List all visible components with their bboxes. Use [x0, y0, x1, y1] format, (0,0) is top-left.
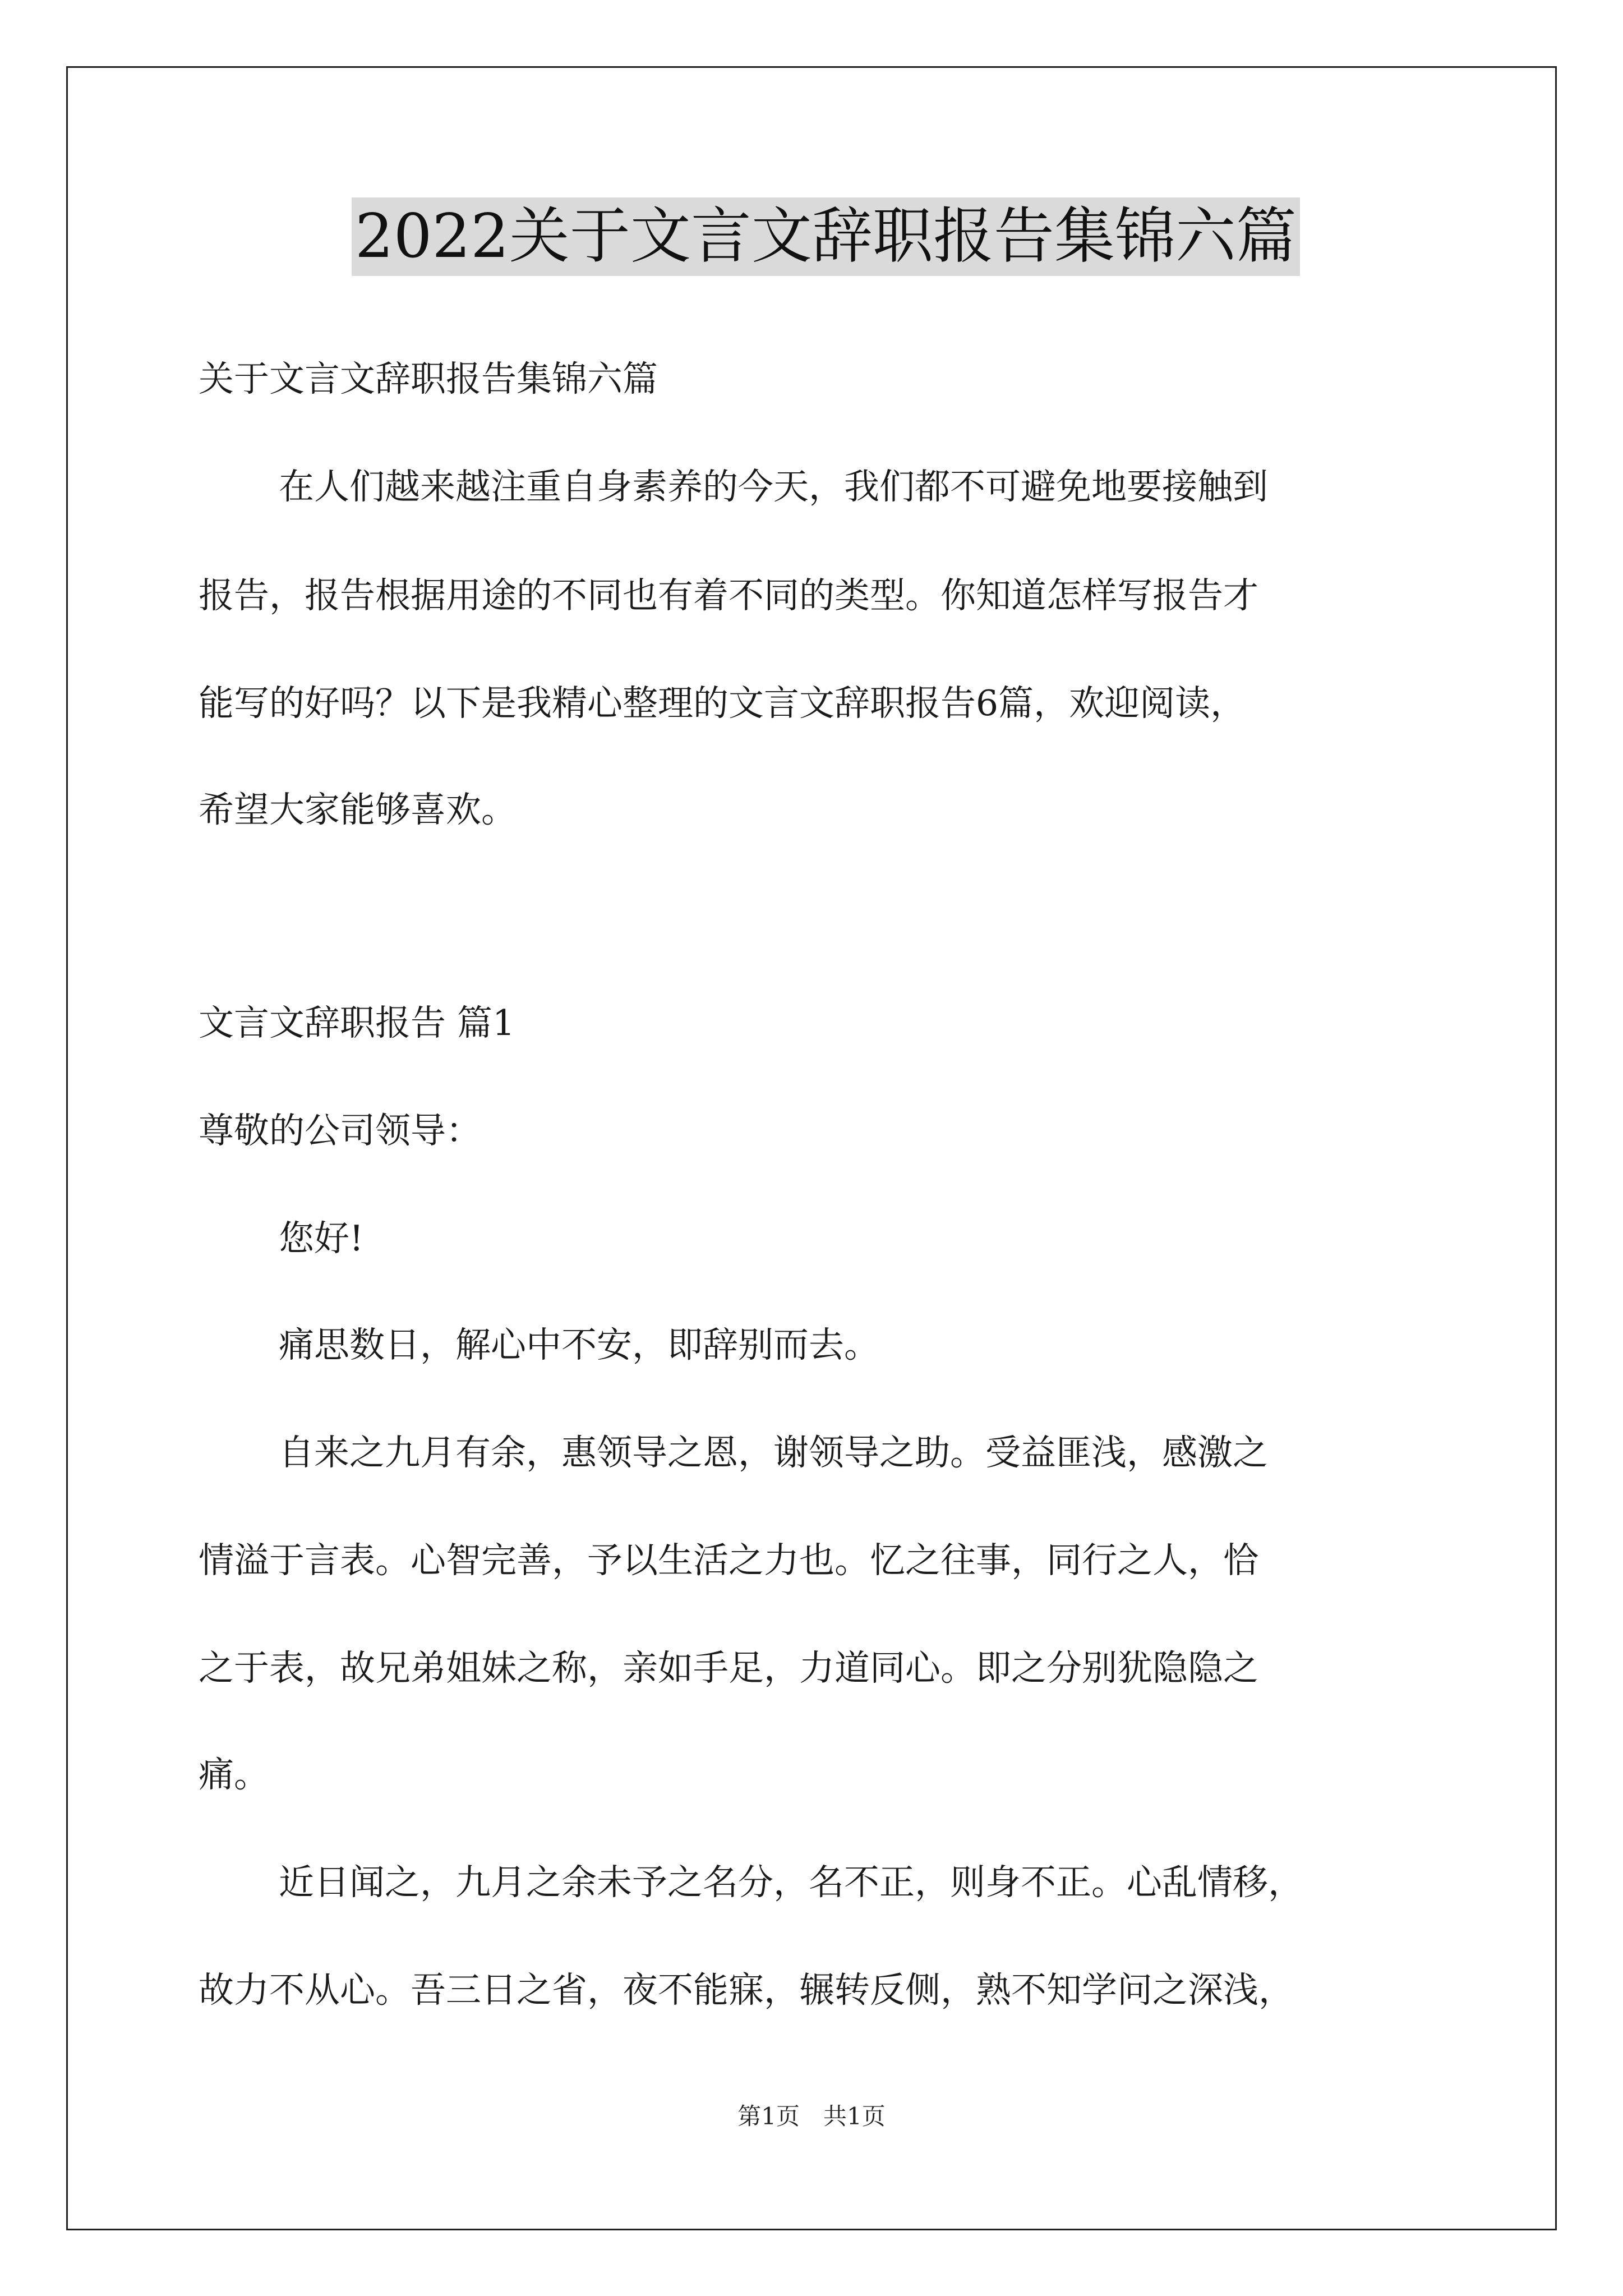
paragraph-3-line-1: 近日闻之，九月之余未予之名分，名不正，则身不正。心乱情移，	[279, 1862, 1303, 1903]
intro-line-2: 报告，报告根据用途的不同也有着不同的类型。你知道怎样写报告才	[199, 575, 1258, 616]
paragraph-2-line-2: 情溢于言表。心智完善，予以生活之力也。忆之往事，同行之人，恰	[199, 1540, 1258, 1581]
paragraph-3-line-2: 故力不从心。吾三日之省，夜不能寐，辗转反侧，熟不知学问之深浅，	[199, 1970, 1294, 2010]
intro-line-3: 能写的好吗？以下是我精心整理的文言文辞职报告6篇，欢迎阅读，	[199, 683, 1246, 724]
salutation: 尊敬的公司领导：	[199, 1110, 481, 1151]
intro-line-1: 在人们越来越注重自身素养的今天，我们都不可避免地要接触到	[279, 466, 1268, 507]
intro-line-4: 希望大家能够喜欢。	[199, 789, 517, 830]
paragraph-2-line-3: 之于表，故兄弟姐妹之称，亲如手足，力道同心。即之分别犹隐隐之	[199, 1648, 1258, 1688]
page-number-footer: 第1页 共1页	[737, 2102, 886, 2130]
document-title: 2022关于文言文辞职报告集锦六篇	[352, 197, 1300, 276]
greeting: 您好!	[279, 1218, 364, 1259]
document-subtitle: 关于文言文辞职报告集锦六篇	[199, 358, 658, 399]
paragraph-2-line-4: 痛。	[199, 1754, 269, 1795]
paragraph-1: 痛思数日，解心中不安，即辞别而去。	[279, 1324, 879, 1365]
paragraph-2-line-1: 自来之九月有余，惠领导之恩，谢领导之助。受益匪浅，感激之	[279, 1432, 1268, 1473]
section-heading: 文言文辞职报告 篇1	[199, 1002, 515, 1043]
